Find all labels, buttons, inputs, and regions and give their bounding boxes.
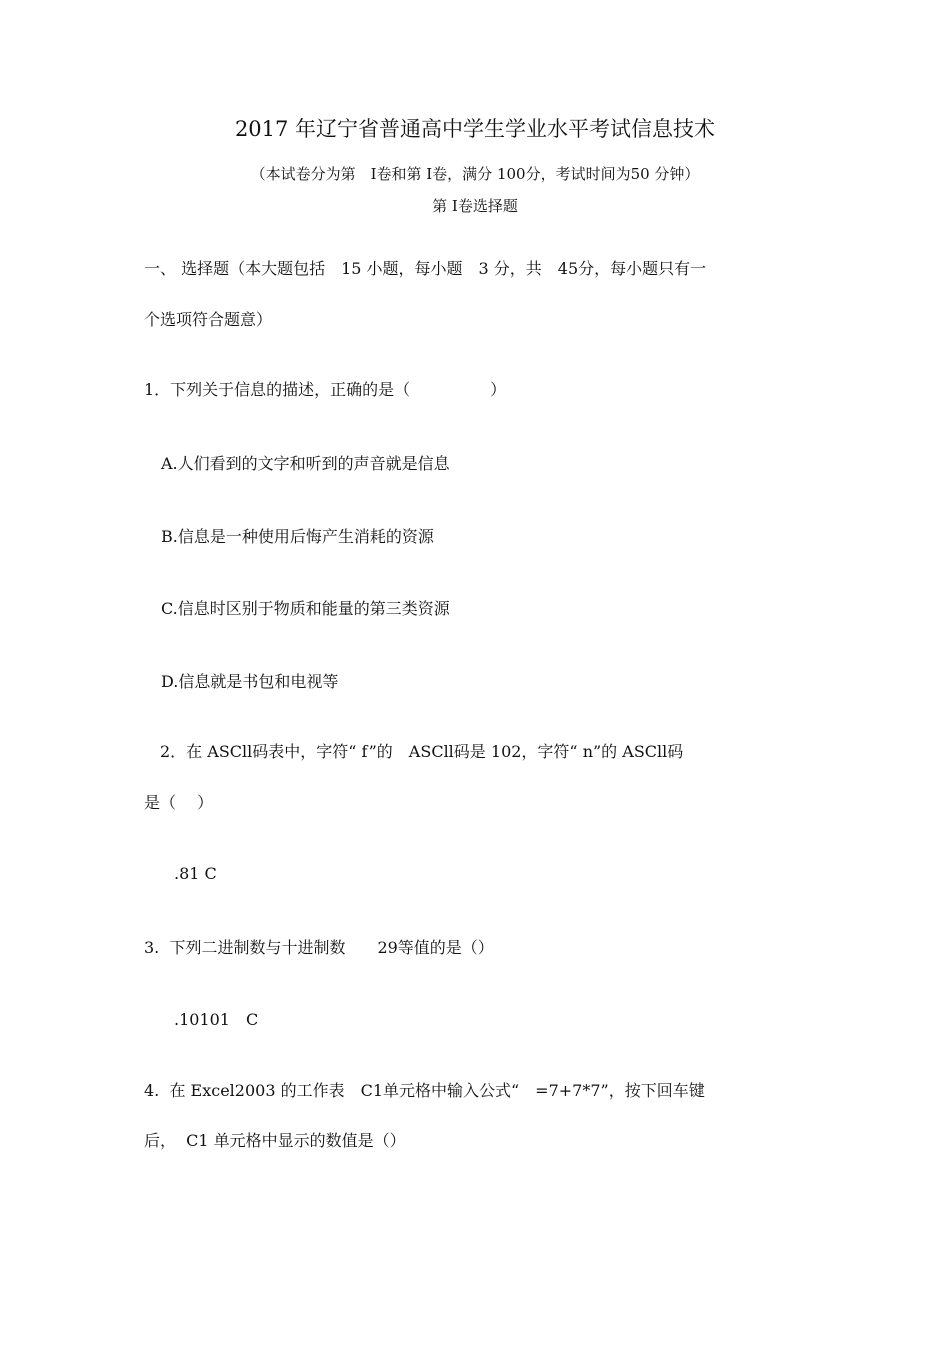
question-2-answer-fragment: .81 C [174,864,217,883]
page-title: 2017 年辽宁省普通高中学生学业水平考试信息技术 [234,117,716,141]
question-3-stem: 3. 下列二进制数与十进制数 29等值的是（） [144,938,494,957]
question-2-stem-line-2: 是（ ） [144,793,214,812]
question-1-option-d: D.信息就是书包和电视等 [161,672,339,691]
question-1-option-a: A.人们看到的文字和听到的声音就是信息 [161,454,450,473]
question-1-stem: 1．下列关于信息的描述，正确的是（ ） [144,380,507,399]
exam-instructions: （本试卷分为第 I卷和第 I卷，满分 100分，考试时间为50 分钟） [250,165,700,183]
question-3-answer-fragment: .10101 C [174,1010,259,1029]
question-4-stem-line-2: 后， C1 单元格中显示的数值是（） [144,1131,406,1150]
part-heading: 第 I卷选择题 [432,197,518,215]
question-2-stem-line-1: 2．在 ASCll码表中，字符“ f”的 ASCll码是 102，字符“ n”的 ASCll码 [160,742,684,761]
section-intro-line-2: 个选项符合题意） [144,310,273,329]
section-intro-line-1: 一、 选择题（本大题包括 15 小题，每小题 3 分，共 45分，每小题只有一 [144,259,707,278]
question-1-option-c: C.信息时区别于物质和能量的第三类资源 [161,599,450,618]
question-4-stem-line-1: 4. 在 Excel2003 的工作表 C1单元格中输入公式“ =7+7*7”，按下回车键 [144,1081,705,1100]
question-1-option-b: B.信息是一种使用后悔产生消耗的资源 [161,527,434,546]
